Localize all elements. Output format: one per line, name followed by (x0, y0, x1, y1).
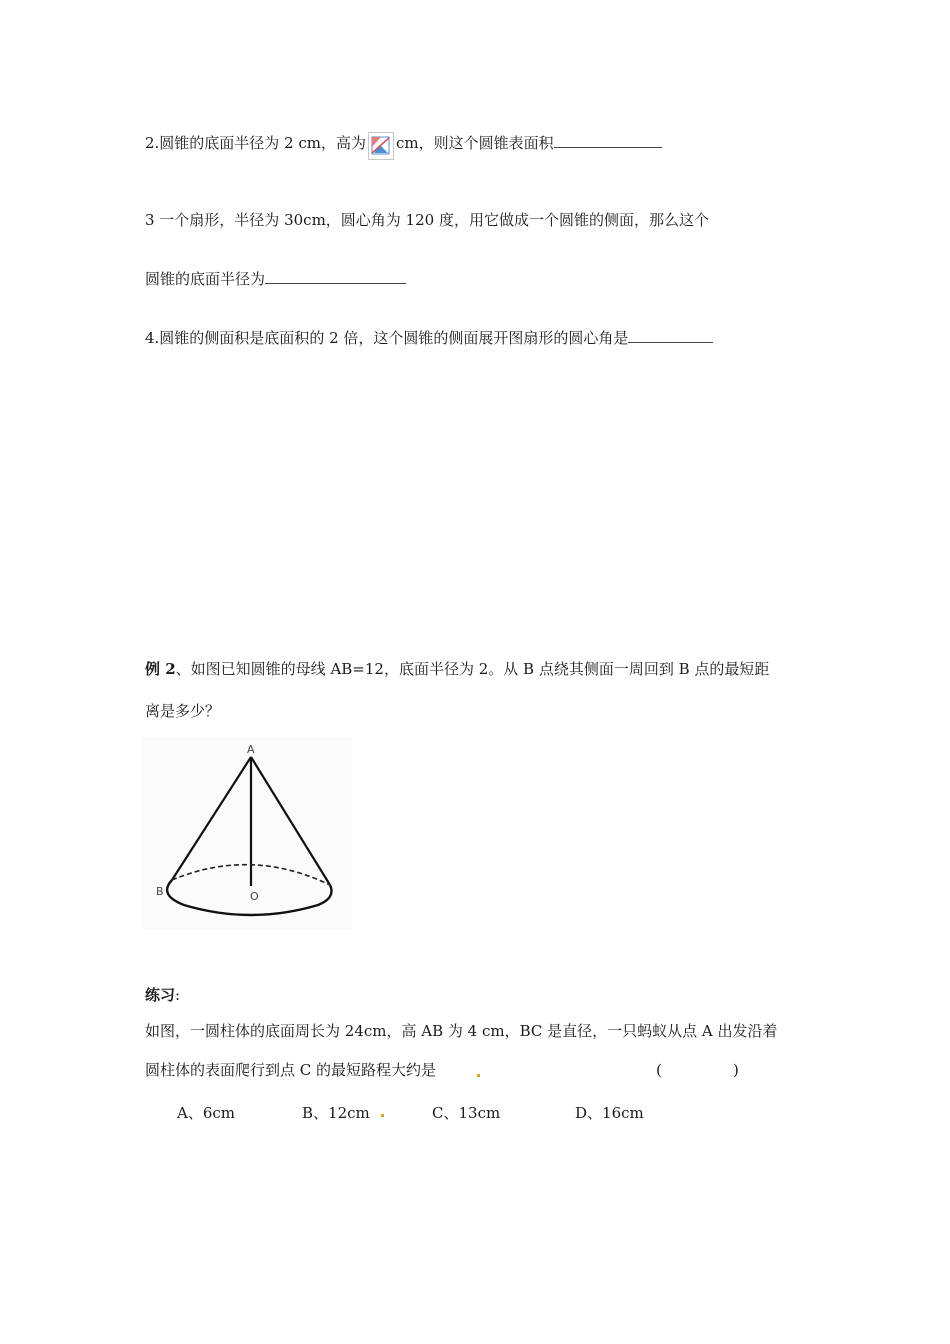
question-2-text-b: cm，则这个圆锥表面积 (396, 134, 554, 152)
paren-open: ( (656, 1061, 662, 1079)
paren-close: ) (733, 1061, 739, 1079)
practice-line-1: 如图，一圆柱体的底面周长为 24cm，高 AB 为 4 cm，BC 是直径，一只蚂蚁从点 A 出发沿着 (145, 1022, 778, 1040)
broken-image-icon (368, 132, 394, 160)
option-c[interactable]: C、13cm (432, 1104, 501, 1122)
answer-blank[interactable] (554, 133, 662, 148)
example-2-line-1 (145, 659, 769, 679)
practice-heading (145, 985, 180, 1005)
question-3-line-1: 3 一个扇形，半径为 30cm，圆心角为 120 度，用它做成一个圆锥的侧面，那么这个 (145, 211, 709, 229)
question-2-text-a: 2.圆锥的底面半径为 2 cm，高为 (145, 134, 367, 152)
example-2-line-2: 离是多少？ (145, 702, 221, 720)
practice-heading-text: 练习 (145, 986, 176, 1004)
question-4-text: 4.圆锥的侧面积是底面积的 2 倍，这个圆锥的侧面展开图扇形的圆心角是 (145, 329, 629, 347)
example-2-label: 例 2 (145, 660, 176, 678)
option-a[interactable]: A、6cm (177, 1104, 236, 1122)
point-a-label: A (247, 743, 255, 756)
point-o-label: O (250, 890, 259, 903)
option-b[interactable]: B、12cm (302, 1104, 370, 1122)
practice-heading-colon: : (175, 986, 181, 1004)
point-b-label: B (156, 885, 164, 898)
option-d[interactable]: D、16cm (575, 1104, 644, 1122)
answer-blank[interactable] (265, 269, 406, 284)
cone-figure (140, 735, 360, 935)
example-2-text: 、如图已知圆锥的母线 AB=12，底面半径为 2。从 B 点绕其侧面一周回到 B 点的最短距 (175, 660, 770, 678)
question-3-text: 圆锥的底面半径为 (145, 270, 266, 288)
answer-blank[interactable] (628, 328, 713, 343)
stray-mark (381, 1114, 384, 1117)
stray-mark (477, 1074, 480, 1077)
question-2 (145, 130, 662, 158)
question-3-line-2 (145, 269, 406, 289)
practice-line-2: 圆柱体的表面爬行到点 C 的最短路程大约是 (145, 1061, 437, 1079)
question-4 (145, 328, 713, 348)
